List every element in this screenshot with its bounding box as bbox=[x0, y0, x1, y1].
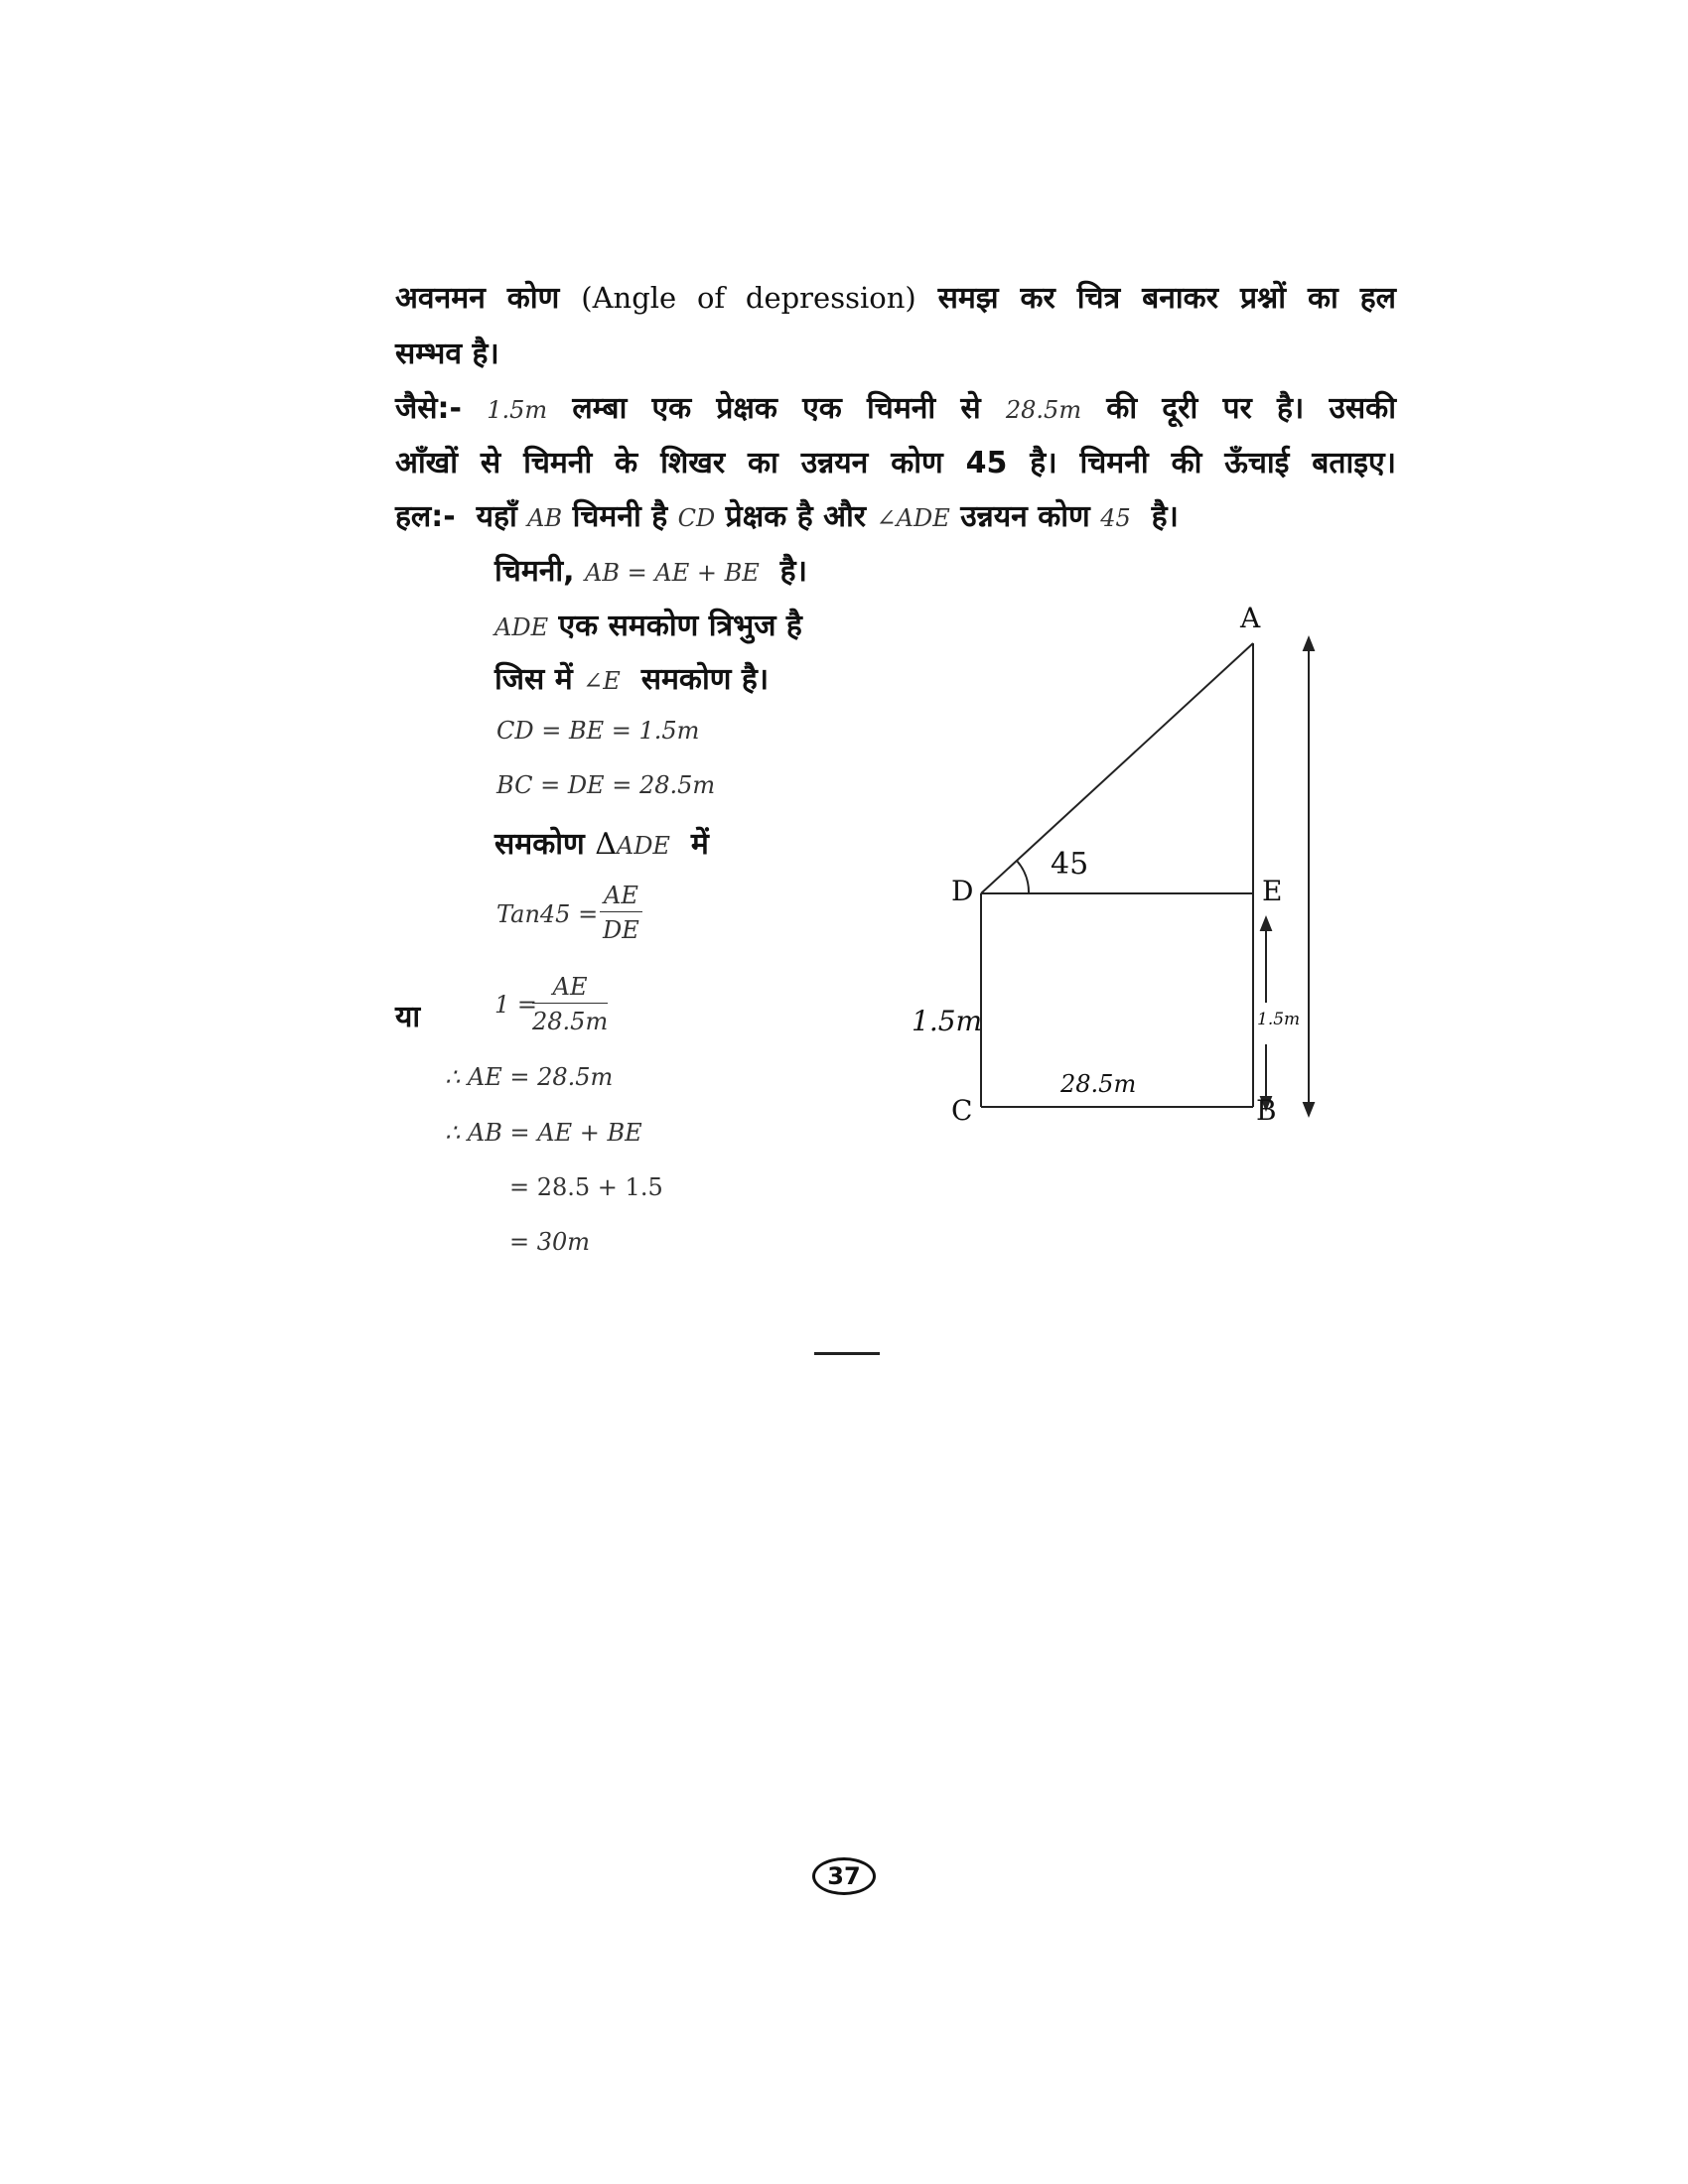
label-height: 1.5m bbox=[912, 1005, 983, 1037]
intro-line-1: अवनमन कोण (Angle of depression) समझ कर चित्र बनाकर प्रश्नों का हल bbox=[395, 281, 1396, 316]
page-number: 37 bbox=[812, 1857, 876, 1895]
label-a: A bbox=[1240, 602, 1261, 634]
intro-line-2: सम्भव है। bbox=[395, 337, 499, 371]
label-b: B bbox=[1256, 1094, 1277, 1127]
label-base: 28.5m bbox=[1060, 1070, 1137, 1098]
angle-line: जिस में ∠E समकोण है। bbox=[494, 662, 770, 697]
result-ab: ∴ AB = AE + BE bbox=[445, 1119, 642, 1147]
example-line-2: आँखों से चिमनी के शिखर का उन्नयन कोण 45 है। चिमनी की ऊँचाई बताइए। bbox=[395, 446, 1396, 480]
solution-line-1: हल:- यहाँ AB चिमनी है CD प्रेक्षक है और ∠ADE उन्नयन कोण 45 है। bbox=[395, 499, 1179, 534]
label-c: C bbox=[951, 1094, 973, 1127]
equation-bc-de: BC = DE = 28.5m bbox=[496, 771, 716, 799]
section-end-rule bbox=[814, 1352, 880, 1355]
or-label: या bbox=[395, 1000, 421, 1034]
equation-cd-be: CD = BE = 1.5m bbox=[496, 717, 700, 745]
one-lhs: 1 = bbox=[494, 991, 538, 1019]
right-triangle-line: समकोण ΔADE में bbox=[494, 827, 709, 862]
result-ae: ∴ AE = 28.5m bbox=[445, 1063, 614, 1091]
chimney-line: चिमनी, AB = AE + BE है। bbox=[494, 554, 807, 589]
result-final: = 30m bbox=[509, 1228, 591, 1256]
label-right-dim: 1.5m bbox=[1257, 1010, 1301, 1029]
tan-numerator: AE bbox=[600, 882, 642, 912]
one-numerator: AE bbox=[532, 973, 608, 1004]
example-line-1: जैसे:- 1.5m लम्बा एक प्रेक्षक एक चिमनी से 28.5m की दूरी पर है। उसकी bbox=[395, 391, 1396, 426]
result-sum: = 28.5 + 1.5 bbox=[509, 1173, 663, 1201]
label-e: E bbox=[1262, 875, 1283, 907]
one-denominator: 28.5m bbox=[532, 1008, 609, 1035]
label-angle: 45 bbox=[1051, 847, 1089, 882]
line-da bbox=[981, 643, 1253, 893]
triangle-line: ADE एक समकोण त्रिभुज है bbox=[494, 609, 802, 643]
angle-arc bbox=[1017, 861, 1029, 893]
tan-denominator: DE bbox=[603, 916, 639, 944]
tan-lhs: Tan45 = bbox=[496, 900, 599, 928]
label-d: D bbox=[951, 875, 974, 907]
